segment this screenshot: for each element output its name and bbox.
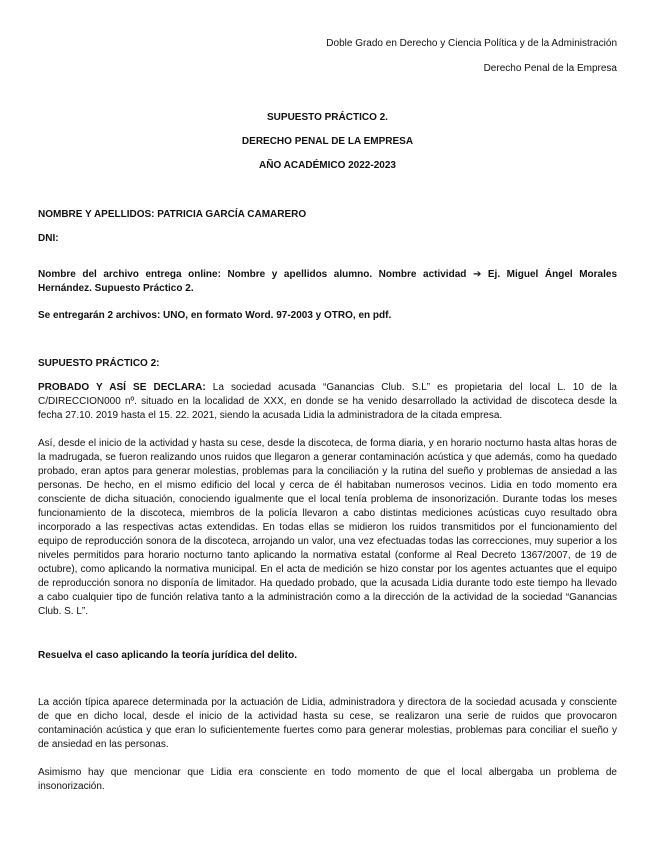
student-name: NOMBRE Y APELLIDOS: PATRICIA GARCÍA CAMARERO — [38, 209, 307, 220]
header-subject: Derecho Penal de la Empresa — [483, 63, 617, 74]
title-academic-year: AÑO ACADÉMICO 2022-2023 — [259, 160, 396, 171]
facts-detail-paragraph: Así, desde el inicio de la actividad y hasta su cese, desde la discoteca, de forma diaria, y en horario nocturno hasta altas horas de la madrugada, se fueron realizando unos ruidos que llegaron a generar contaminación acústica y que además, como ha quedado probado, eran aptos para generar molestias, problemas para la conciliación y la rutina del sueño y problemas de ansiedad a las personas. De hecho, en el mismo edificio del local y cerca de él habitaban numerosos vecinos. Lidia en todo momento era consciente de dicha situación, conociendo igualmente que el local tenía problema de insonorización. Durante todas los meses funcionamiento de la discoteca, miembros de la policía llevaron a cabo distintas mediciones acústicas cuyo resultado obra incorporado a las respectivas actas extendidas. En todas ellas se midieron los ruidos transmitidos por el funcionamiento del equipo de reproducción sonora de la discoteca, arrojando un valor, una vez efectuadas todas las correcciones, muy superior a los niveles permitidos para horario nocturno tanto aplicando la normativa estatal (conforme al Real Decreto 1367/2007, de 19 de octubre), como aplicando la normativa municipal. En el acta de medición se hizo constar por los agentes actuantes que el equipo de reproducción sonora no disponía de limitador. Ha quedado probado, que la acusada Lidia durante todo este tiempo ha llevado a cabo cualquier tipo de función relativa tanto a la administración como a la dirección de la actividad de la sociedad “Ganancias Club. S. L”. — [38, 438, 617, 617]
file-name-example: Ej. Miguel Ángel Morales Hernández. Supuesto Práctico 2. — [38, 269, 618, 294]
arrow-right-icon: ➔ — [472, 269, 482, 280]
delivery-instruction: Se entregarán 2 archivos: UNO, en formato Word. 97-2003 y OTRO, en pdf. — [38, 310, 392, 321]
student-dni: DNI: — [38, 233, 59, 244]
answer-paragraph-1: La acción típica aparece determinada por la actuación de Lidia, administradora y directora de la sociedad acusada y consciente de que en dicho local, desde el inicio de la actividad hasta su cese, se realizaron una serie de ruidos que provocaron contaminación acústica y que eran lo suficientemente fuertes como para generar molestias, problemas para conciliar el sueño y de ansiedad en las personas. — [38, 697, 617, 750]
proven-facts-text: La sociedad acusada “Ganancias Club. S.L” es propietaria del local L. 10 de la C/DIRECCION000 nº. situado en la localidad de XXX, en donde se ha venido desarrollado la actividad de discoteca desde la fecha 27.10. 2019 hasta el 15. 22. 2021, siendo la acusada Lidia la administradora de la citada empresa. — [38, 382, 617, 421]
title-subject: DERECHO PENAL DE LA EMPRESA — [241, 136, 414, 147]
file-name-instruction — [38, 268, 617, 296]
file-name-instruction-text: Nombre del archivo entrega online: Nombre y apellidos alumno. Nombre actividad — [38, 269, 467, 280]
answer-paragraph-2: Asimismo hay que mencionar que Lidia era consciente en todo momento de que el local albergaba un problema de insonorización. — [38, 767, 617, 792]
task-statement: Resuelva el caso aplicando la teoría jurídica del delito. — [38, 650, 297, 661]
header-degree: Doble Grado en Derecho y Ciencia Política y de la Administración — [326, 38, 617, 49]
proven-facts-paragraph — [38, 381, 617, 423]
title-supuesto: SUPUESTO PRÁCTICO 2. — [267, 112, 388, 123]
proven-facts-label: PROBADO Y ASÍ SE DECLARA: — [38, 382, 206, 393]
case-heading: SUPUESTO PRÁCTICO 2: — [38, 358, 160, 369]
